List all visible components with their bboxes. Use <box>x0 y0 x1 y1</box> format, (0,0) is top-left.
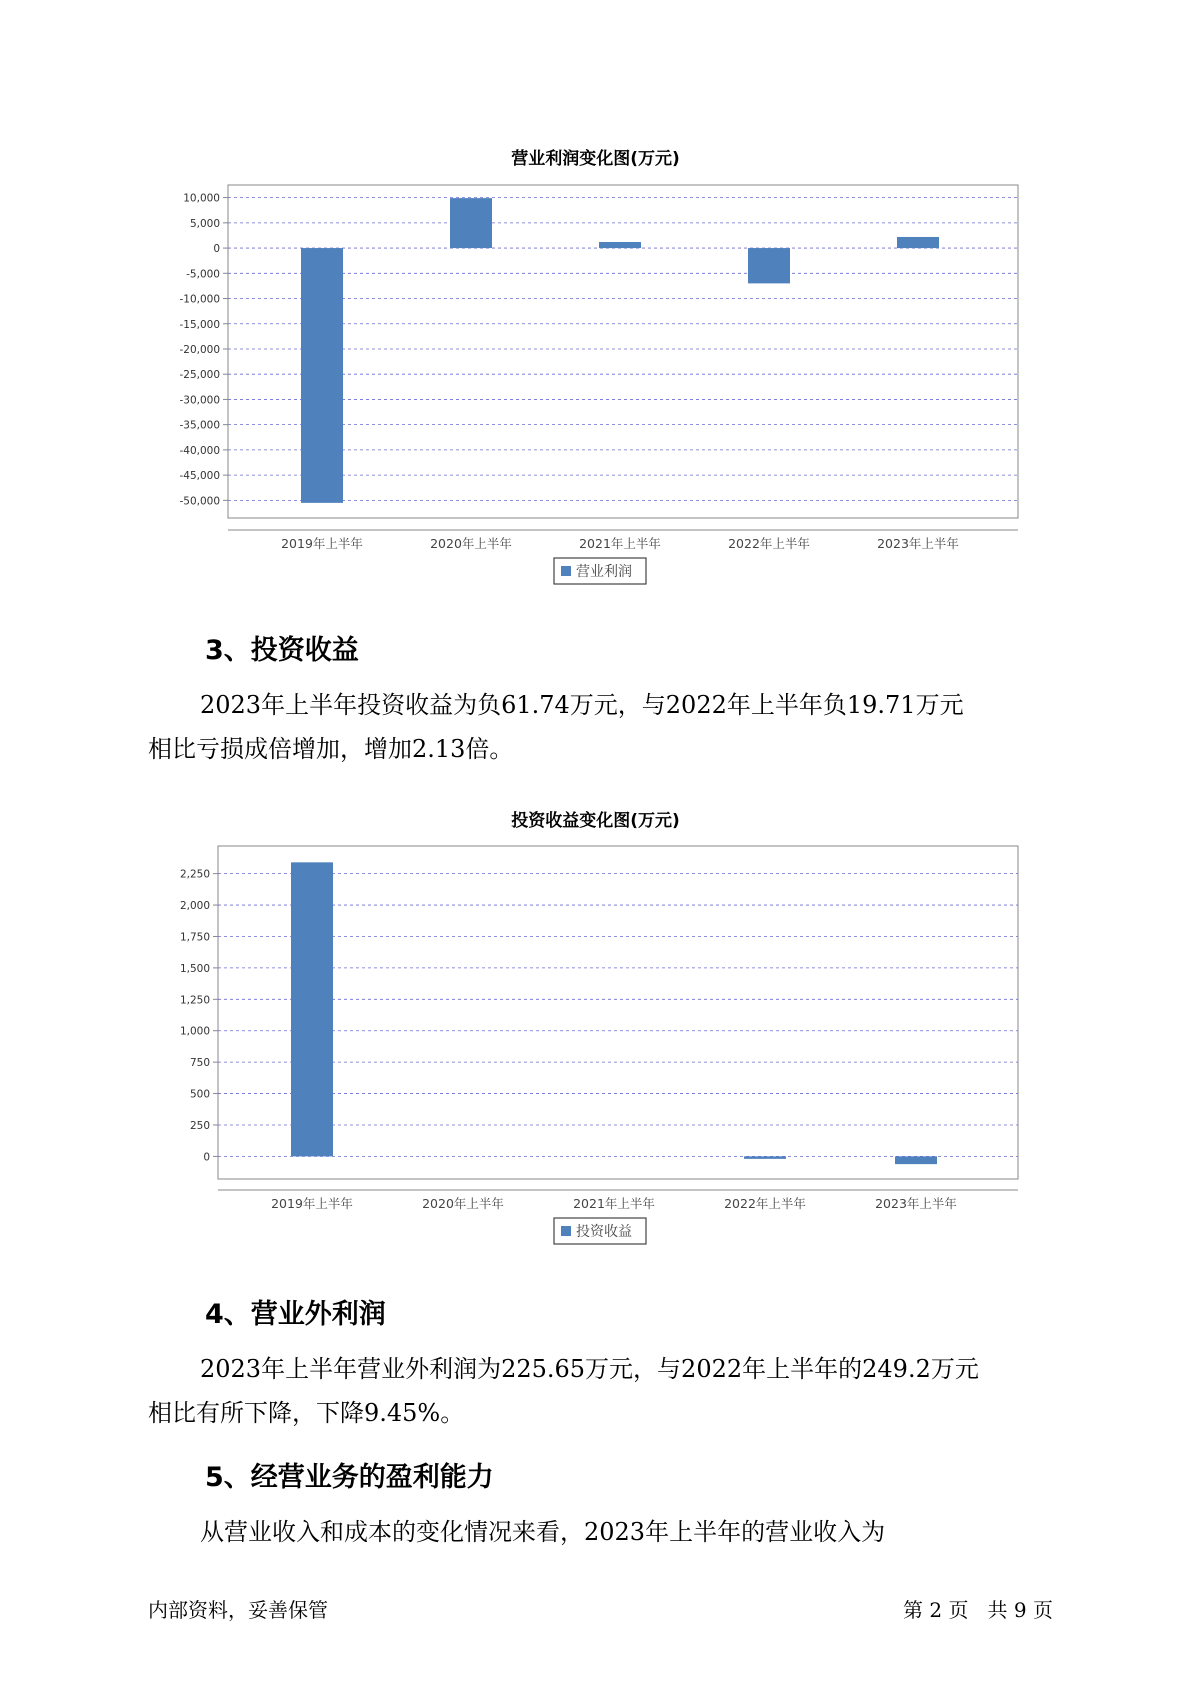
y-tick-label: -25,000 <box>179 369 220 382</box>
section-heading-profitability: 5、经营业务的盈利能力 <box>205 1462 494 1493</box>
chart1-legend-label: 营业利润 <box>576 564 632 580</box>
bar <box>897 237 939 248</box>
chart1-x-categories <box>281 536 959 551</box>
investment-income-chart <box>0 832 1191 1252</box>
y-tick-label: 750 <box>189 1057 210 1070</box>
bar <box>744 1156 786 1158</box>
y-tick-label: 2,000 <box>179 900 210 913</box>
x-category-label: 2023年上半年 <box>877 536 959 551</box>
x-category-label: 2019年上半年 <box>281 536 363 551</box>
x-category-label: 2021年上半年 <box>573 1196 655 1211</box>
y-tick-label: 10,000 <box>183 192 220 205</box>
y-tick-label: -50,000 <box>179 495 220 508</box>
y-tick-label: -10,000 <box>179 293 220 306</box>
operating-profit-chart <box>0 170 1191 590</box>
y-tick-label: 0 <box>203 1151 210 1164</box>
bar <box>450 198 492 248</box>
x-category-label: 2020年上半年 <box>422 1196 504 1211</box>
chart2-x-categories <box>271 1196 957 1211</box>
y-tick-label: 250 <box>189 1119 210 1132</box>
chart1-title: 营业利润变化图(万元) <box>511 149 680 169</box>
bar <box>291 862 333 1156</box>
section-heading-non-operating-profit: 4、营业外利润 <box>205 1299 386 1330</box>
section-paragraph-profitability <box>148 1510 1068 1554</box>
y-tick-label: 2,250 <box>179 868 210 881</box>
x-category-label: 2022年上半年 <box>728 536 810 551</box>
x-category-label: 2020年上半年 <box>430 536 512 551</box>
y-tick-label: -15,000 <box>179 318 220 331</box>
bar <box>748 248 790 283</box>
bar <box>599 242 641 248</box>
y-tick-label: 5,000 <box>189 217 220 230</box>
chart2-title: 投资收益变化图(万元) <box>511 811 680 831</box>
y-tick-label: 1,500 <box>179 962 210 975</box>
y-tick-label: 1,750 <box>179 931 210 944</box>
paragraph-line: 2023年上半年投资收益为负61.74万元，与2022年上半年负19.71万元 <box>200 691 964 719</box>
y-tick-label: 1,000 <box>179 1025 210 1038</box>
footer-confidential-note: 内部资料，妥善保管 <box>148 1598 328 1622</box>
x-category-label: 2019年上半年 <box>271 1196 353 1211</box>
y-tick-label: -40,000 <box>179 444 220 457</box>
y-tick-label: -30,000 <box>179 394 220 407</box>
paragraph-line: 从营业收入和成本的变化情况来看，2023年上半年的营业收入为 <box>200 1518 886 1546</box>
y-tick-label: -20,000 <box>179 343 220 356</box>
section-paragraph-investment-income <box>148 683 1068 771</box>
chart2-y-ticks <box>180 869 218 1164</box>
y-tick-label: -35,000 <box>179 419 220 432</box>
x-category-label: 2021年上半年 <box>579 536 661 551</box>
y-tick-label: -5,000 <box>186 268 220 281</box>
y-tick-label: 500 <box>189 1088 210 1101</box>
section-heading-investment-income: 3、投资收益 <box>205 635 359 666</box>
bar <box>301 248 343 503</box>
paragraph-line: 相比有所下降，下降9.45%。 <box>148 1399 465 1427</box>
chart1-y-ticks <box>179 193 228 508</box>
x-category-label: 2022年上半年 <box>724 1196 806 1211</box>
chart1-legend-swatch <box>561 566 571 576</box>
footer-page-number: 第 2 页 共 9 页 <box>903 1598 1053 1622</box>
paragraph-line: 2023年上半年营业外利润为225.65万元，与2022年上半年的249.2万元 <box>200 1355 979 1383</box>
y-tick-label: 1,250 <box>179 994 210 1007</box>
section-paragraph-non-operating-profit <box>148 1347 1068 1435</box>
y-tick-label: 0 <box>213 243 220 256</box>
chart2-legend-label: 投资收益 <box>576 1224 632 1240</box>
paragraph-line: 相比亏损成倍增加，增加2.13倍。 <box>148 735 514 763</box>
chart2-plot-area <box>218 846 1018 1179</box>
x-category-label: 2023年上半年 <box>875 1196 957 1211</box>
chart1-plot-area <box>228 185 1018 518</box>
bar <box>895 1156 937 1164</box>
y-tick-label: -45,000 <box>179 470 220 483</box>
chart2-legend-swatch <box>561 1226 571 1236</box>
